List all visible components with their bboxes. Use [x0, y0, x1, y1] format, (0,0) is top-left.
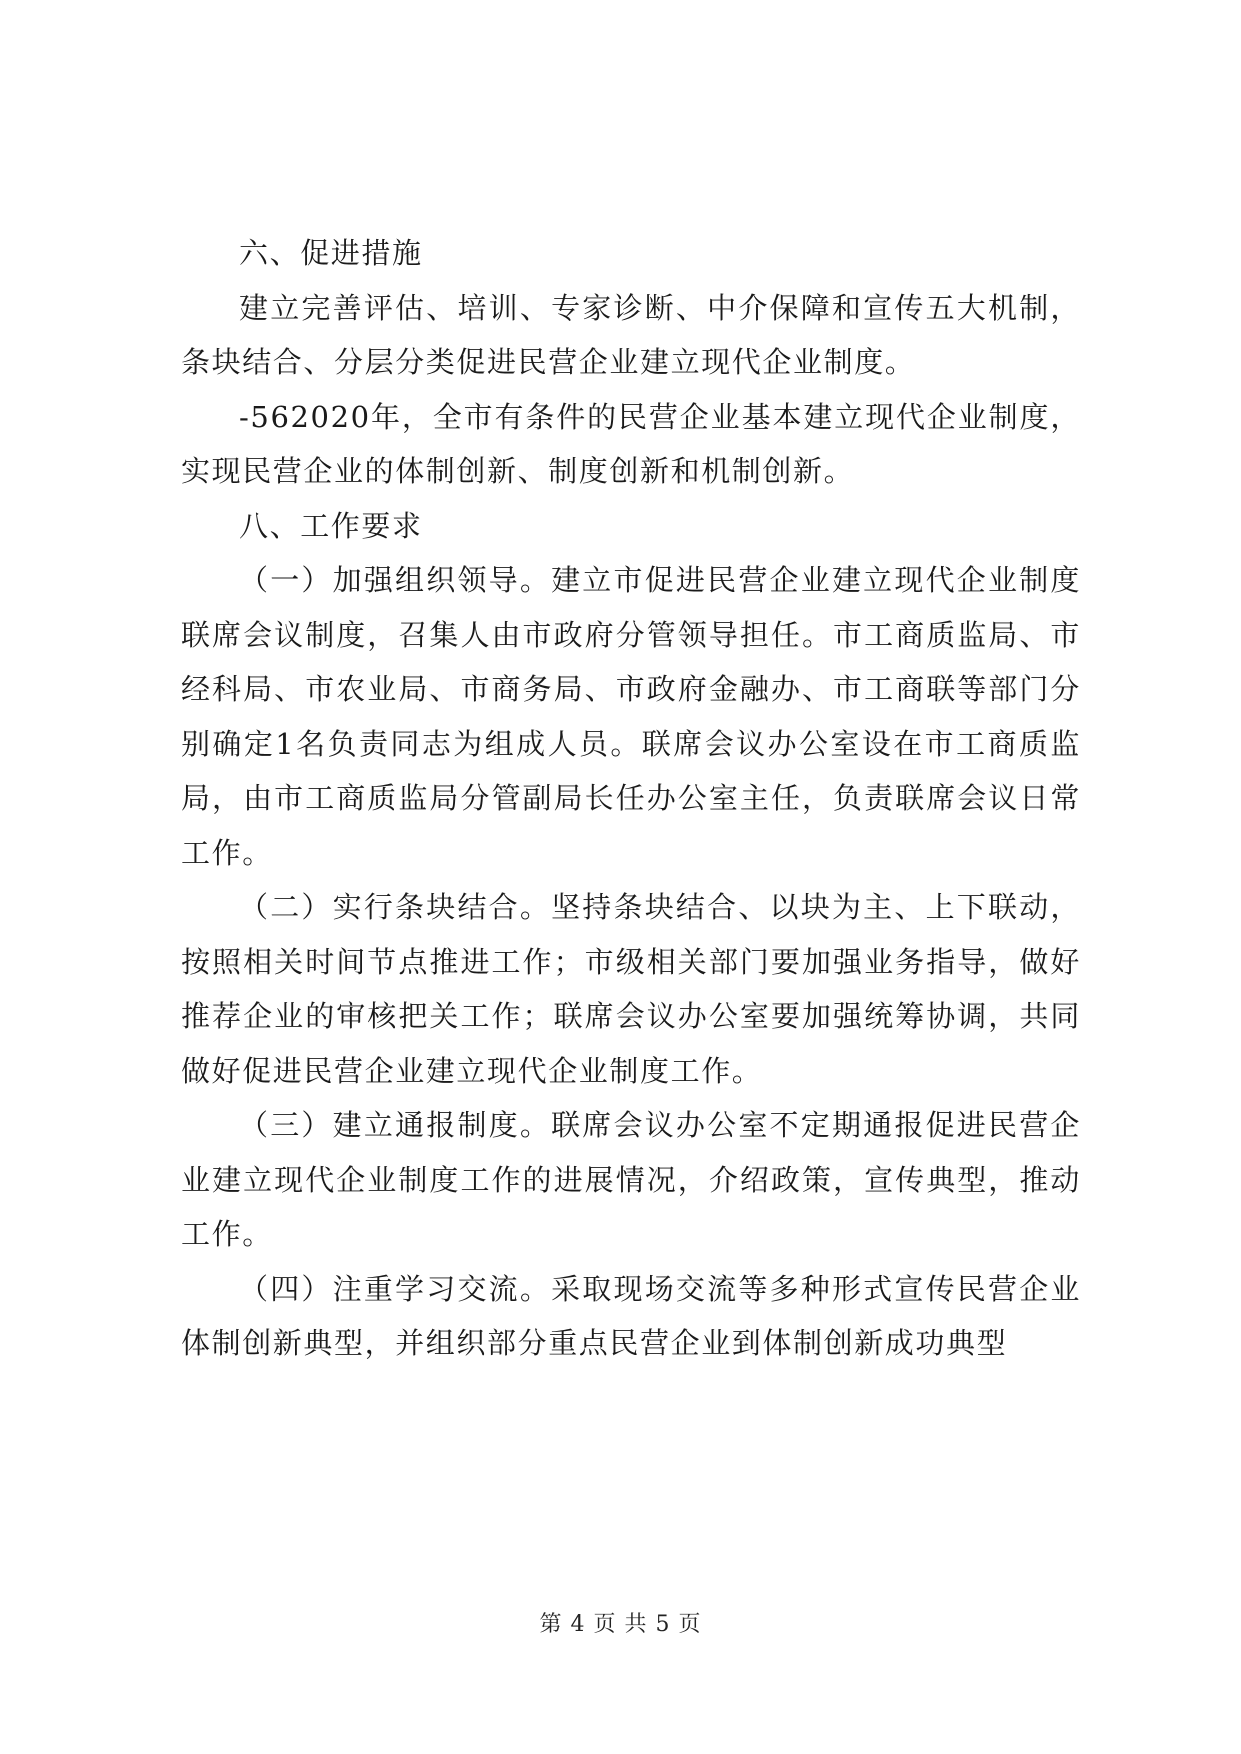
paragraph-coordination: （二）实行条块结合。坚持条块结合、以块为主、上下联动，按照相关时间节点推进工作；市级相关部门要加强业务指导，做好推荐企业的审核把关工作；联席会议办公室要加强统筹协调，共同做好促进民营企业建立现代企业制度工作。	[181, 890, 1081, 1088]
paragraph-reporting-system: （三）建立通报制度。联席会议办公室不定期通报促进民营企业建立现代企业制度工作的进展情况，介绍政策，宣传典型，推动工作。	[181, 1108, 1081, 1251]
paragraph-mechanisms: 建立完善评估、培训、专家诊断、中介保障和宣传五大机制，条块结合、分层分类促进民营企业建立现代企业制度。	[181, 290, 1081, 379]
page-number-footer: 第 4 页 共 5 页	[539, 1612, 702, 1637]
section-heading-measures: 六、促进措施	[239, 236, 423, 270]
document-body	[181, 226, 1081, 1371]
paragraph-organization-leadership: （一）加强组织领导。建立市促进民营企业建立现代企业制度联席会议制度，召集人由市政府分管领导担任。市工商质监局、市经科局、市农业局、市商务局、市政府金融办、市工商联等部门分别确定1名负责同志为组成人员。联席会议办公室设在市工商质监局，由市工商质监局分管副局长任办公室主任，负责联席会议日常工作。	[181, 563, 1081, 870]
paragraph-learning-exchange: （四）注重学习交流。采取现场交流等多种形式宣传民营企业体制创新典型，并组织部分重点民营企业到体制创新成功典型	[181, 1271, 1081, 1360]
paragraph-goal-2020: -562020年，全市有条件的民营企业基本建立现代企业制度，实现民营企业的体制创新、制度创新和机制创新。	[181, 399, 1081, 488]
section-heading-requirements: 八、工作要求	[239, 508, 423, 543]
